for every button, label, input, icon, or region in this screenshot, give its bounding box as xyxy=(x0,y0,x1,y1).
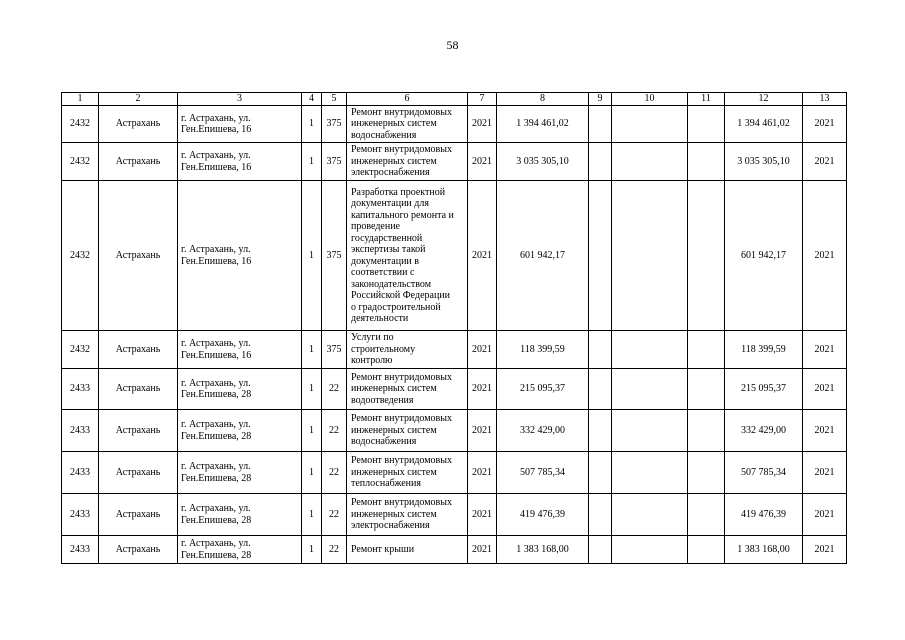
completion-year-cell: 2021 xyxy=(803,106,847,143)
work-type-line: Ремонт крыши xyxy=(351,543,415,555)
work-type-line: документации в xyxy=(351,255,419,267)
work-type-line: Услуги по xyxy=(351,332,394,344)
completion-year-cell: 2021 xyxy=(803,452,847,494)
code-cell: 22 xyxy=(322,369,347,410)
empty-cell xyxy=(688,369,725,410)
capital-repair-table xyxy=(61,92,847,564)
address-line: г. Астрахань, ул. xyxy=(181,461,251,472)
empty-cell xyxy=(612,181,688,331)
register-number-cell: 2433 xyxy=(62,369,99,410)
empty-cell xyxy=(688,331,725,369)
work-type-cell xyxy=(347,106,468,143)
year-cell: 2021 xyxy=(468,410,497,452)
count-cell: 1 xyxy=(302,536,322,564)
column-header: 10 xyxy=(612,93,688,106)
code-cell: 22 xyxy=(322,410,347,452)
cost-fund-cell: 118 399,59 xyxy=(725,331,803,369)
municipality-cell: Астрахань xyxy=(99,181,178,331)
cost-total-cell: 215 095,37 xyxy=(497,369,589,410)
cost-fund-cell: 332 429,00 xyxy=(725,410,803,452)
completion-year-cell: 2021 xyxy=(803,331,847,369)
address-cell xyxy=(178,106,302,143)
work-type-line: капитального ремонта и xyxy=(351,209,454,221)
address-cell xyxy=(178,143,302,181)
year-cell: 2021 xyxy=(468,494,497,536)
count-cell: 1 xyxy=(302,410,322,452)
page-number: 58 xyxy=(446,38,459,52)
empty-cell xyxy=(688,410,725,452)
cost-total-cell: 3 035 305,10 xyxy=(497,143,589,181)
completion-year-cell: 2021 xyxy=(803,369,847,410)
empty-cell xyxy=(589,536,612,564)
address-cell xyxy=(178,181,302,331)
empty-cell xyxy=(589,331,612,369)
column-header: 13 xyxy=(803,93,847,106)
address-line: Ген.Епишева, 16 xyxy=(181,255,252,267)
year-cell: 2021 xyxy=(468,536,497,564)
address-line: Ген.Епишева, 16 xyxy=(181,124,252,135)
cost-total-cell: 601 942,17 xyxy=(497,181,589,331)
column-header: 4 xyxy=(302,93,322,106)
work-type-line: экспертизы такой xyxy=(351,244,426,255)
column-number-header-row xyxy=(62,93,847,106)
cost-fund-cell: 1 394 461,02 xyxy=(725,106,803,143)
work-type-line: водоснабжения xyxy=(351,129,417,141)
column-header: 8 xyxy=(497,93,589,106)
work-type-line: документации для xyxy=(351,198,429,209)
column-header: 11 xyxy=(688,93,725,106)
completion-year-cell: 2021 xyxy=(803,143,847,181)
address-line: г. Астрахань, ул. xyxy=(181,503,251,514)
address-line: Ген.Епишева, 28 xyxy=(181,430,252,442)
count-cell: 1 xyxy=(302,331,322,369)
address-line: г. Астрахань, ул. xyxy=(181,112,251,124)
column-header: 1 xyxy=(62,93,99,106)
address-line: Ген.Епишева, 28 xyxy=(181,549,252,561)
completion-year-cell: 2021 xyxy=(803,494,847,536)
count-cell: 1 xyxy=(302,369,322,410)
table-row xyxy=(62,494,847,536)
work-type-cell xyxy=(347,410,468,452)
code-cell: 375 xyxy=(322,106,347,143)
empty-cell xyxy=(612,106,688,143)
cost-total-cell: 507 785,34 xyxy=(497,452,589,494)
municipality-cell: Астрахань xyxy=(99,494,178,536)
cost-fund-cell: 3 035 305,10 xyxy=(725,143,803,181)
table-row xyxy=(62,369,847,410)
empty-cell xyxy=(688,494,725,536)
empty-cell xyxy=(612,410,688,452)
register-number-cell: 2433 xyxy=(62,536,99,564)
code-cell: 375 xyxy=(322,181,347,331)
cost-fund-cell: 1 383 168,00 xyxy=(725,536,803,564)
work-type-line: Ремонт внутридомовых xyxy=(351,413,453,425)
work-type-cell xyxy=(347,143,468,181)
work-type-cell xyxy=(347,494,468,536)
cost-total-cell: 1 383 168,00 xyxy=(497,536,589,564)
work-type-line: Ремонт внутридомовых xyxy=(351,497,453,509)
address-cell xyxy=(178,536,302,564)
code-cell: 22 xyxy=(322,494,347,536)
column-header: 7 xyxy=(468,93,497,106)
column-header: 9 xyxy=(589,93,612,106)
work-type-line: Ремонт внутридомовых xyxy=(351,106,453,118)
address-line: Ген.Епишева, 16 xyxy=(181,161,252,173)
work-type-line: инженерных систем xyxy=(351,508,437,520)
work-type-line: теплоснабжения xyxy=(351,478,421,490)
cost-total-cell: 332 429,00 xyxy=(497,410,589,452)
empty-cell xyxy=(688,143,725,181)
register-number-cell: 2433 xyxy=(62,494,99,536)
empty-cell xyxy=(612,452,688,494)
count-cell: 1 xyxy=(302,494,322,536)
empty-cell xyxy=(589,494,612,536)
empty-cell xyxy=(589,369,612,410)
empty-cell xyxy=(589,143,612,181)
column-header: 6 xyxy=(347,93,468,106)
column-header: 2 xyxy=(99,93,178,106)
work-type-line: водоотведения xyxy=(351,394,414,406)
work-type-line: законодательством xyxy=(351,278,432,290)
address-line: Ген.Епишева, 16 xyxy=(181,349,252,361)
register-number-cell: 2432 xyxy=(62,331,99,369)
code-cell: 375 xyxy=(322,143,347,181)
table-row xyxy=(62,181,847,331)
table-row xyxy=(62,331,847,369)
municipality-cell: Астрахань xyxy=(99,106,178,143)
column-header: 3 xyxy=(178,93,302,106)
year-cell: 2021 xyxy=(468,106,497,143)
completion-year-cell: 2021 xyxy=(803,536,847,564)
year-cell: 2021 xyxy=(468,452,497,494)
municipality-cell: Астрахань xyxy=(99,452,178,494)
cost-total-cell: 118 399,59 xyxy=(497,331,589,369)
work-type-line: электроснабжения xyxy=(351,167,430,179)
work-type-line: Российской Федерации xyxy=(351,290,451,301)
work-type-line: государственной xyxy=(351,232,423,244)
count-cell: 1 xyxy=(302,181,322,331)
register-number-cell: 2432 xyxy=(62,181,99,331)
column-header: 12 xyxy=(725,93,803,106)
register-number-cell: 2432 xyxy=(62,106,99,143)
table-row xyxy=(62,143,847,181)
municipality-cell: Астрахань xyxy=(99,536,178,564)
register-number-cell: 2433 xyxy=(62,410,99,452)
column-header: 5 xyxy=(322,93,347,106)
empty-cell xyxy=(688,106,725,143)
table-row xyxy=(62,106,847,143)
register-number-cell: 2432 xyxy=(62,143,99,181)
address-line: Ген.Епишева, 28 xyxy=(181,472,252,484)
municipality-cell: Астрахань xyxy=(99,369,178,410)
work-type-line: о градостроительной xyxy=(351,301,441,313)
register-number-cell: 2433 xyxy=(62,452,99,494)
empty-cell xyxy=(612,143,688,181)
year-cell: 2021 xyxy=(468,331,497,369)
work-type-line: водоснабжения xyxy=(351,436,417,448)
empty-cell xyxy=(612,331,688,369)
work-type-line: проведение xyxy=(351,221,400,232)
cost-total-cell: 419 476,39 xyxy=(497,494,589,536)
work-type-line: инженерных систем xyxy=(351,155,437,167)
empty-cell xyxy=(589,181,612,331)
address-cell xyxy=(178,494,302,536)
cost-fund-cell: 215 095,37 xyxy=(725,369,803,410)
work-type-line: инженерных систем xyxy=(351,383,437,395)
work-type-cell xyxy=(347,369,468,410)
empty-cell xyxy=(589,452,612,494)
code-cell: 22 xyxy=(322,452,347,494)
empty-cell xyxy=(688,181,725,331)
address-line: г. Астрахань, ул. xyxy=(181,538,251,549)
empty-cell xyxy=(612,494,688,536)
work-type-line: соответствии с xyxy=(351,267,415,278)
cost-fund-cell: 507 785,34 xyxy=(725,452,803,494)
year-cell: 2021 xyxy=(468,143,497,181)
empty-cell xyxy=(688,536,725,564)
empty-cell xyxy=(612,369,688,410)
address-cell xyxy=(178,369,302,410)
code-cell: 375 xyxy=(322,331,347,369)
municipality-cell: Астрахань xyxy=(99,410,178,452)
address-line: г. Астрахань, ул. xyxy=(181,150,251,161)
work-type-line: контролю xyxy=(351,355,393,367)
empty-cell xyxy=(589,410,612,452)
work-type-cell xyxy=(347,181,468,331)
table-row xyxy=(62,452,847,494)
work-type-line: электроснабжения xyxy=(351,520,430,532)
address-cell xyxy=(178,410,302,452)
table-row xyxy=(62,410,847,452)
work-type-cell xyxy=(347,331,468,369)
table-row xyxy=(62,536,847,564)
work-type-line: инженерных систем xyxy=(351,466,437,478)
code-cell: 22 xyxy=(322,536,347,564)
address-cell xyxy=(178,331,302,369)
cost-fund-cell: 419 476,39 xyxy=(725,494,803,536)
cost-total-cell: 1 394 461,02 xyxy=(497,106,589,143)
municipality-cell: Астрахань xyxy=(99,331,178,369)
address-line: г. Астрахань, ул. xyxy=(181,338,251,349)
work-type-line: инженерных систем xyxy=(351,424,437,436)
work-type-line: инженерных систем xyxy=(351,118,437,130)
empty-cell xyxy=(589,106,612,143)
year-cell: 2021 xyxy=(468,181,497,331)
address-line: г. Астрахань, ул. xyxy=(181,244,251,255)
empty-cell xyxy=(688,452,725,494)
completion-year-cell: 2021 xyxy=(803,410,847,452)
completion-year-cell: 2021 xyxy=(803,181,847,331)
table-body xyxy=(62,93,847,564)
address-line: г. Астрахань, ул. xyxy=(181,377,251,389)
address-line: г. Астрахань, ул. xyxy=(181,419,251,430)
year-cell: 2021 xyxy=(468,369,497,410)
work-type-line: деятельности xyxy=(351,313,409,324)
address-line: Ген.Епишева, 28 xyxy=(181,389,252,400)
count-cell: 1 xyxy=(302,452,322,494)
work-type-line: Ремонт внутридомовых xyxy=(351,371,453,383)
address-cell xyxy=(178,452,302,494)
municipality-cell: Астрахань xyxy=(99,143,178,181)
empty-cell xyxy=(612,536,688,564)
address-line: Ген.Епишева, 28 xyxy=(181,514,252,526)
work-type-cell xyxy=(347,452,468,494)
cost-fund-cell: 601 942,17 xyxy=(725,181,803,331)
work-type-line: Ремонт внутридомовых xyxy=(351,455,453,467)
count-cell: 1 xyxy=(302,143,322,181)
work-type-cell xyxy=(347,536,468,564)
work-type-line: Ремонт внутридомовых xyxy=(351,144,453,156)
count-cell: 1 xyxy=(302,106,322,143)
work-type-line: Разработка проектной xyxy=(351,186,446,198)
work-type-line: строительному xyxy=(351,343,416,355)
